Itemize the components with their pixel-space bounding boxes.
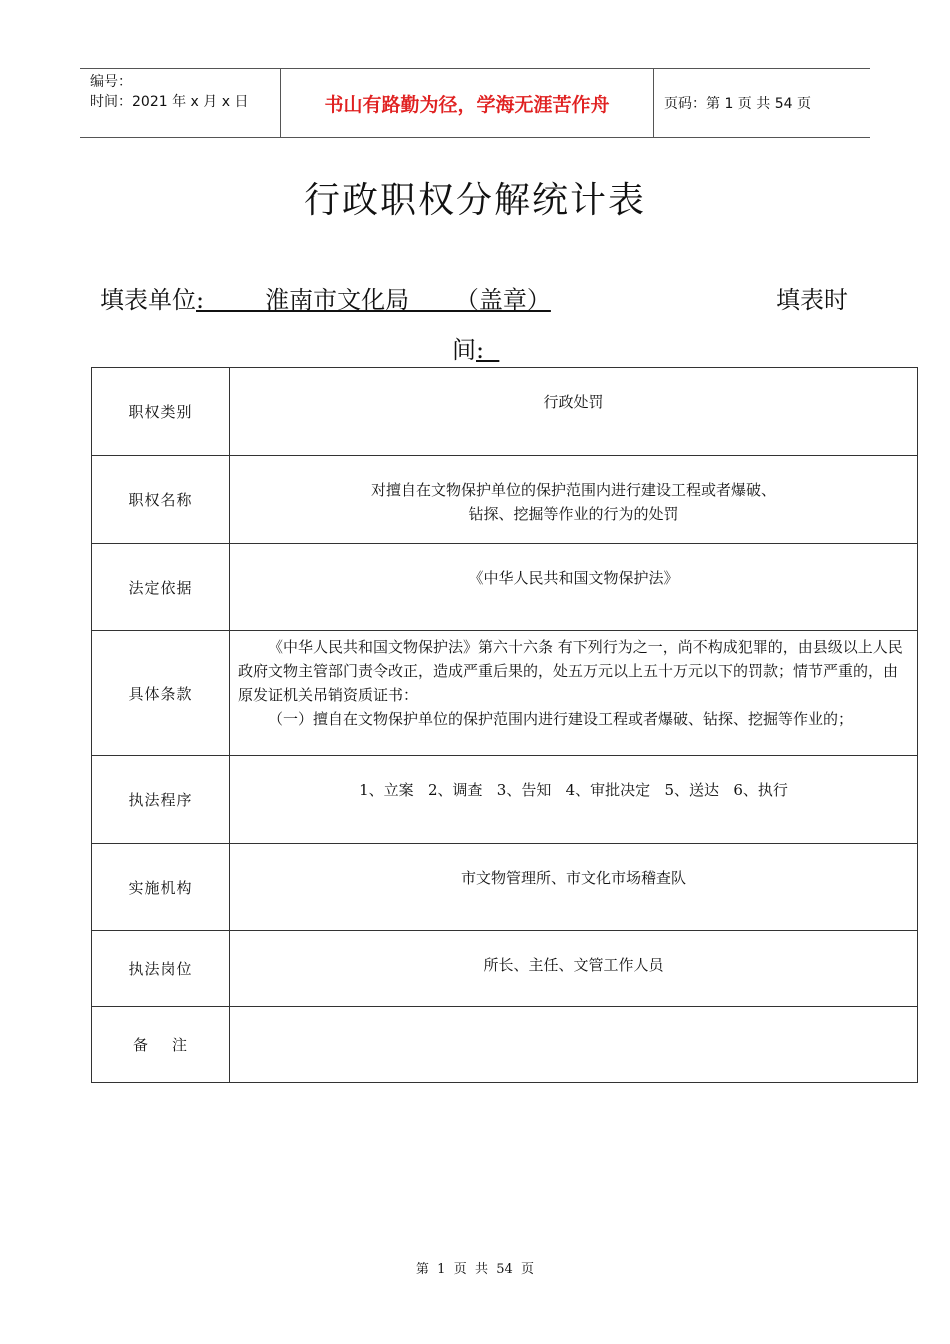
fill-time-label-a: 填表时 bbox=[776, 286, 848, 314]
row-value: 所长、主任、文管工作人员 bbox=[230, 931, 918, 1007]
code-label: 编号： bbox=[90, 74, 132, 90]
row-label: 法定依据 bbox=[92, 544, 230, 631]
fill-unit-label: 填表单位 bbox=[100, 286, 196, 314]
row-label: 职权名称 bbox=[92, 456, 230, 544]
row-value: 行政处罚 bbox=[230, 368, 918, 456]
table-row bbox=[92, 544, 918, 631]
table-row bbox=[92, 756, 918, 844]
time-label: 时间：2021 年 x 月 x 日 bbox=[90, 94, 249, 110]
table-row bbox=[92, 631, 918, 756]
row-value: 1、立案 2、调查 3、告知 4、审批决定 5、送达 6、执行 bbox=[230, 756, 918, 844]
row-label: 备 注 bbox=[92, 1007, 230, 1083]
table-row bbox=[92, 844, 918, 931]
table-row bbox=[92, 931, 918, 1007]
row-label: 执法程序 bbox=[92, 756, 230, 844]
fill-time bbox=[452, 330, 499, 365]
row-value-line: 对擅自在文物保护单位的保护范围内进行建设工程或者爆破、 bbox=[370, 481, 776, 499]
table-row bbox=[92, 456, 918, 544]
row-label: 执法岗位 bbox=[92, 931, 230, 1007]
header-meta bbox=[80, 69, 281, 137]
fill-time-value: : bbox=[476, 336, 500, 364]
row-value-line: 钻探、挖掘等作业的行为的处罚 bbox=[468, 505, 679, 523]
clause-paragraph: 《中华人民共和国文物保护法》第六十六条 有下列行为之一，尚不构成犯罪的，由县级以上人民政府文物主管部门责令改正，造成严重后果的，处五万元以上五十万元以下的罚款；情节严重的，由原发证机关吊销资质证书： bbox=[238, 638, 903, 704]
table-row bbox=[92, 1007, 918, 1083]
document-header bbox=[80, 68, 870, 138]
row-value: 市文物管理所、市文化市场稽查队 bbox=[230, 844, 918, 931]
row-value bbox=[230, 1007, 918, 1083]
fill-unit-value: : 淮南市文化局 （盖章） bbox=[196, 286, 551, 314]
page-title: 行政职权分解统计表 bbox=[303, 180, 646, 221]
row-label: 具体条款 bbox=[92, 631, 230, 756]
row-label: 职权类别 bbox=[92, 368, 230, 456]
authority-table bbox=[91, 367, 918, 1083]
row-value bbox=[230, 456, 918, 544]
header-page-info: 页码：第 1 页 共 54 页 bbox=[664, 96, 811, 112]
row-value: 《中华人民共和国文物保护法》 bbox=[230, 544, 918, 631]
page-footer: 第 1 页 共 54 页 bbox=[415, 1262, 535, 1277]
fill-time-label-b: 间 bbox=[452, 336, 476, 364]
header-slogan: 书山有路勤为径，学海无涯苦作舟 bbox=[281, 69, 654, 137]
clause-paragraph: （一）擅自在文物保护单位的保护范围内进行建设工程或者爆破、钻探、挖掘等作业的； bbox=[268, 710, 854, 728]
row-value bbox=[230, 631, 918, 756]
table-row bbox=[92, 368, 918, 456]
fill-unit bbox=[100, 280, 551, 315]
row-label: 实施机构 bbox=[92, 844, 230, 931]
